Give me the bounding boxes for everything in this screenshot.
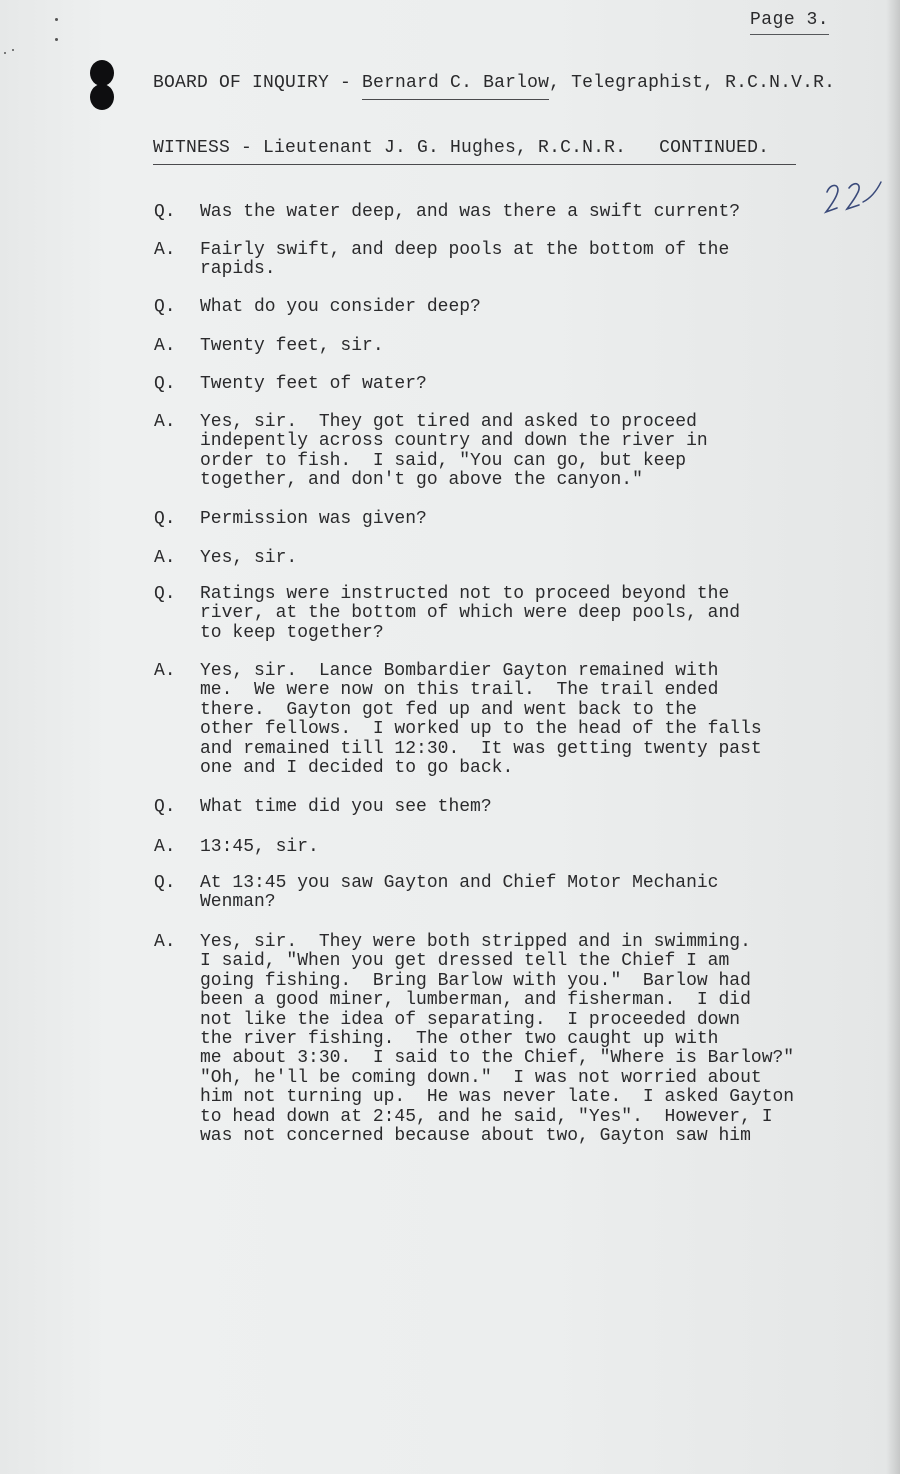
paper-speck (55, 38, 58, 41)
qa-label: A. (154, 548, 176, 568)
witness-underline (153, 164, 796, 165)
qa-label: A. (154, 661, 176, 681)
qa-text: Yes, sir. (200, 548, 298, 568)
binder-hole-mark (87, 60, 117, 112)
qa-label: Q. (154, 873, 176, 893)
qa-label: A. (154, 240, 176, 260)
qa-text: Yes, sir. They got tired and asked to proceed indepently across country and down the river in order to fish. I said, "You can go, but keep together, and don't go above the canyon." (200, 412, 708, 491)
qa-label: Q. (154, 584, 176, 604)
paper-speck (4, 52, 6, 54)
qa-label: A. (154, 932, 176, 952)
qa-text: Fairly swift, and deep pools at the bottom of the rapids. (200, 240, 730, 280)
paper-speck (12, 49, 14, 51)
page-number: Page 3. (750, 10, 829, 35)
inquiry-subject-name: Bernard C. Barlow (362, 73, 549, 100)
qa-text: Was the water deep, and was there a swift current? (200, 202, 741, 222)
qa-label: Q. (154, 509, 176, 529)
qa-text: Ratings were instructed not to proceed beyond the river, at the bottom of which were deep pools, and to keep together? (200, 584, 741, 643)
witness-line: WITNESS - Lieutenant J. G. Hughes, R.C.N.R. CONTINUED. (153, 138, 770, 158)
qa-text: Twenty feet, sir. (200, 336, 384, 356)
qa-label: Q. (154, 374, 176, 394)
paper-speck (55, 18, 58, 21)
page-edge-shadow (886, 0, 900, 1474)
qa-text: What do you consider deep? (200, 297, 481, 317)
qa-text: Permission was given? (200, 509, 427, 529)
inquiry-title-line (153, 73, 835, 93)
qa-label: A. (154, 837, 176, 857)
qa-text: Yes, sir. They were both stripped and in swimming. I said, "When you get dressed tell the Chief I am going fishing. Bring Barlow with you." Barlow had been a good miner, lumberman, and fisherman. I did not like the idea of separating. I proceeded down the river fishing. The other two caught up with me about 3:30. I said to the Chief, "Where is Barlow?" "Oh, he'll be coming down." I was not worried about him not turning up. He was never late. I asked Gayton to head down at 2:45, and he said, "Yes". However, I was not concerned because about two, Gayton saw him (200, 932, 795, 1147)
qa-label: A. (154, 412, 176, 432)
qa-label: A. (154, 336, 176, 356)
inquiry-label: BOARD OF INQUIRY - (153, 73, 363, 93)
qa-label: Q. (154, 797, 176, 817)
qa-text: At 13:45 you saw Gayton and Chief Motor Mechanic Wenman? (200, 873, 719, 913)
qa-label: Q. (154, 202, 176, 222)
qa-text: Twenty feet of water? (200, 374, 427, 394)
qa-text: 13:45, sir. (200, 837, 319, 857)
qa-label: Q. (154, 297, 176, 317)
qa-text: What time did you see them? (200, 797, 492, 817)
inquiry-subject-details: , Telegraphist, R.C.N.V.R. (549, 73, 836, 93)
qa-text: Yes, sir. Lance Bombardier Gayton remained with me. We were now on this trail. The trail ended there. Gayton got fed up and went back to the other fellows. I worked up to the head of the falls and remained till 12:30. It was getting twenty past one and I decided to go back. (200, 661, 762, 779)
